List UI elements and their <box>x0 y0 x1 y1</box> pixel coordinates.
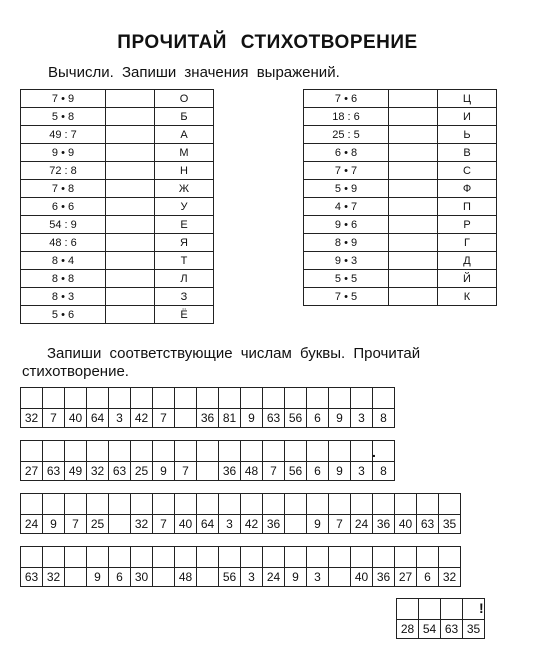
number-cell: 6 <box>417 568 439 587</box>
letter-input-cell[interactable] <box>43 547 65 568</box>
letter-input-cell[interactable] <box>219 441 241 462</box>
letter-input-cell[interactable] <box>175 494 197 515</box>
letter-input-cell[interactable] <box>373 388 395 409</box>
number-cell: 6 <box>307 462 329 481</box>
number-cell: 42 <box>131 409 153 428</box>
letter-input-cell[interactable] <box>439 494 461 515</box>
letter-input-cell[interactable] <box>197 547 219 568</box>
letter-input-cell[interactable] <box>351 547 373 568</box>
letter-input-cell[interactable] <box>219 547 241 568</box>
expression-row <box>304 216 497 234</box>
expression-cell: 54 : 9 <box>21 216 106 234</box>
expression-cell: 5 • 9 <box>304 180 389 198</box>
answer-input-cell[interactable] <box>389 198 438 216</box>
number-cell: 32 <box>21 409 43 428</box>
expression-cell: 8 • 9 <box>304 234 389 252</box>
answer-input-cell[interactable] <box>389 162 438 180</box>
letter-input-cell[interactable] <box>307 388 329 409</box>
letter-input-cell[interactable] <box>131 441 153 462</box>
answer-input-cell[interactable] <box>106 108 155 126</box>
task-subtitle: Вычисли. Запиши значения выражений. <box>48 64 340 81</box>
letter-input-cell[interactable] <box>87 494 109 515</box>
number-cell: 3 <box>109 409 131 428</box>
letter-cell: А <box>155 126 214 144</box>
letter-cell: П <box>438 198 497 216</box>
number-cell: 32 <box>87 462 109 481</box>
letter-input-cell[interactable] <box>285 547 307 568</box>
answer-input-cell[interactable] <box>389 144 438 162</box>
expression-row <box>21 108 214 126</box>
letter-input-cell[interactable] <box>241 441 263 462</box>
letter-input-cell[interactable] <box>87 388 109 409</box>
number-cell <box>285 515 307 534</box>
answer-input-cell[interactable] <box>106 234 155 252</box>
expression-row <box>21 306 214 324</box>
letter-input-cell[interactable] <box>329 388 351 409</box>
number-cell: 63 <box>109 462 131 481</box>
letter-input-cell[interactable] <box>65 547 87 568</box>
letter-cell: Е <box>155 216 214 234</box>
number-cell: 3 <box>351 409 373 428</box>
number-cell: 9 <box>153 462 175 481</box>
letter-input-cell[interactable] <box>241 547 263 568</box>
number-cell: 7 <box>65 515 87 534</box>
expression-cell: 25 : 5 <box>304 126 389 144</box>
expression-cell: 5 • 6 <box>21 306 106 324</box>
answer-input-cell[interactable] <box>389 108 438 126</box>
number-cell: 8 <box>373 462 395 481</box>
letter-input-cell[interactable] <box>395 494 417 515</box>
number-cell: 7 <box>329 515 351 534</box>
number-cell: 36 <box>373 515 395 534</box>
expression-row <box>304 198 497 216</box>
letter-input-cell[interactable] <box>219 388 241 409</box>
expression-cell: 9 • 9 <box>21 144 106 162</box>
letter-cell: Г <box>438 234 497 252</box>
letter-input-cell[interactable] <box>307 547 329 568</box>
letter-cell: М <box>155 144 214 162</box>
answer-input-cell[interactable] <box>389 90 438 108</box>
answer-input-cell[interactable] <box>389 270 438 288</box>
number-cell <box>197 568 219 587</box>
expression-row <box>304 288 497 306</box>
number-cell: 40 <box>175 515 197 534</box>
answer-input-cell[interactable] <box>106 216 155 234</box>
letter-cell: Ё <box>155 306 214 324</box>
letter-cell: Я <box>155 234 214 252</box>
number-cell: 36 <box>263 515 285 534</box>
answer-input-cell[interactable] <box>106 126 155 144</box>
expression-cell: 9 • 6 <box>304 216 389 234</box>
number-cell: 40 <box>65 409 87 428</box>
letter-input-cell[interactable] <box>351 388 373 409</box>
number-cell: 9 <box>285 568 307 587</box>
number-cell: 25 <box>131 462 153 481</box>
number-cell: 63 <box>263 409 285 428</box>
number-cell: 6 <box>307 409 329 428</box>
letter-input-cell[interactable] <box>373 547 395 568</box>
answer-input-cell[interactable] <box>106 306 155 324</box>
period-mark: . <box>372 444 376 460</box>
number-cell: 6 <box>109 568 131 587</box>
number-cell: 3 <box>307 568 329 587</box>
answer-row-3 <box>20 493 461 534</box>
number-cell: 42 <box>241 515 263 534</box>
letter-input-cell[interactable] <box>153 441 175 462</box>
letter-input-cell[interactable] <box>43 388 65 409</box>
expression-row <box>21 270 214 288</box>
number-cell <box>109 515 131 534</box>
letter-input-cell[interactable] <box>263 547 285 568</box>
number-cell <box>65 568 87 587</box>
number-cell: 40 <box>351 568 373 587</box>
expression-row <box>21 288 214 306</box>
letter-input-cell[interactable] <box>441 599 463 620</box>
number-cell: 3 <box>351 462 373 481</box>
number-cell: 36 <box>373 568 395 587</box>
number-cell: 32 <box>43 568 65 587</box>
number-cell: 48 <box>175 568 197 587</box>
expression-cell: 7 • 5 <box>304 288 389 306</box>
letter-input-cell[interactable] <box>175 547 197 568</box>
number-cell: 30 <box>131 568 153 587</box>
letter-input-cell[interactable] <box>241 388 263 409</box>
expression-row <box>21 234 214 252</box>
expression-row <box>304 90 497 108</box>
number-cell <box>153 568 175 587</box>
letter-input-cell[interactable] <box>285 494 307 515</box>
letter-input-cell[interactable] <box>21 494 43 515</box>
letter-input-cell[interactable] <box>109 441 131 462</box>
number-cell: 9 <box>241 409 263 428</box>
answer-input-cell[interactable] <box>389 288 438 306</box>
number-cell: 24 <box>21 515 43 534</box>
number-cell: 7 <box>263 462 285 481</box>
expression-row <box>21 90 214 108</box>
instruction-text: Запиши соответствующие числам буквы. Прочитай стихотворение. <box>22 345 421 380</box>
number-cell: 7 <box>43 409 65 428</box>
letter-cell: Ф <box>438 180 497 198</box>
letter-input-cell[interactable] <box>329 441 351 462</box>
letter-input-cell[interactable] <box>329 547 351 568</box>
expression-row <box>304 108 497 126</box>
expression-cell: 18 : 6 <box>304 108 389 126</box>
number-cell: 3 <box>241 568 263 587</box>
expression-cell: 5 • 5 <box>304 270 389 288</box>
letter-input-cell[interactable] <box>175 441 197 462</box>
number-cell: 56 <box>285 462 307 481</box>
letter-input-cell[interactable] <box>329 494 351 515</box>
letter-input-cell[interactable] <box>263 494 285 515</box>
expression-cell: 7 • 7 <box>304 162 389 180</box>
letter-input-cell[interactable] <box>219 494 241 515</box>
expression-row <box>304 234 497 252</box>
expression-cell: 72 : 8 <box>21 162 106 180</box>
number-cell: 36 <box>197 409 219 428</box>
expression-row <box>304 144 497 162</box>
answer-input-cell[interactable] <box>389 252 438 270</box>
number-cell: 7 <box>153 515 175 534</box>
expression-row <box>21 198 214 216</box>
number-cell: 28 <box>397 620 419 639</box>
number-cell: 63 <box>43 462 65 481</box>
letter-input-cell[interactable] <box>175 388 197 409</box>
letter-cell: Д <box>438 252 497 270</box>
expression-cell: 6 • 6 <box>21 198 106 216</box>
letter-input-cell[interactable] <box>131 547 153 568</box>
letter-cell: О <box>155 90 214 108</box>
letter-cell: К <box>438 288 497 306</box>
letter-input-cell[interactable] <box>109 494 131 515</box>
number-cell: 32 <box>439 568 461 587</box>
letter-input-cell[interactable] <box>263 388 285 409</box>
expression-row <box>21 162 214 180</box>
answer-input-cell[interactable] <box>106 90 155 108</box>
letter-cell: В <box>438 144 497 162</box>
number-cell: 9 <box>87 568 109 587</box>
number-cell: 56 <box>285 409 307 428</box>
number-cell: 49 <box>65 462 87 481</box>
number-cell: 24 <box>351 515 373 534</box>
letter-input-cell[interactable] <box>21 441 43 462</box>
number-cell: 9 <box>43 515 65 534</box>
letter-input-cell[interactable] <box>419 599 441 620</box>
letter-cell: Р <box>438 216 497 234</box>
answer-row-5 <box>396 598 485 639</box>
letter-input-cell[interactable] <box>307 494 329 515</box>
letter-input-cell[interactable] <box>21 547 43 568</box>
number-cell: 63 <box>441 620 463 639</box>
expression-row <box>21 216 214 234</box>
expression-cell: 4 • 7 <box>304 198 389 216</box>
expression-cell: 8 • 4 <box>21 252 106 270</box>
number-cell: 56 <box>219 568 241 587</box>
number-cell: 9 <box>329 409 351 428</box>
letter-input-cell[interactable] <box>197 441 219 462</box>
expressions-table-left <box>20 89 214 324</box>
number-cell: 7 <box>153 409 175 428</box>
number-cell: 63 <box>21 568 43 587</box>
letter-cell: Б <box>155 108 214 126</box>
number-cell: 8 <box>373 409 395 428</box>
letter-cell: И <box>438 108 497 126</box>
number-cell: 27 <box>395 568 417 587</box>
expression-cell: 7 • 6 <box>304 90 389 108</box>
number-cell: 32 <box>131 515 153 534</box>
letter-input-cell[interactable] <box>65 441 87 462</box>
expression-cell: 8 • 3 <box>21 288 106 306</box>
answer-input-cell[interactable] <box>106 270 155 288</box>
number-cell: 27 <box>21 462 43 481</box>
number-cell <box>197 462 219 481</box>
answer-row-2 <box>20 440 395 481</box>
letter-input-cell[interactable] <box>417 494 439 515</box>
letter-input-cell[interactable] <box>109 388 131 409</box>
letter-input-cell[interactable] <box>307 441 329 462</box>
letter-cell: Л <box>155 270 214 288</box>
expression-row <box>304 270 497 288</box>
answer-input-cell[interactable] <box>389 234 438 252</box>
number-cell <box>175 409 197 428</box>
number-cell: 25 <box>87 515 109 534</box>
page-title: ПРОЧИТАЙ СТИХОТВОРЕНИЕ <box>117 32 418 53</box>
letter-cell: Ь <box>438 126 497 144</box>
expression-row <box>304 252 497 270</box>
answer-row-1 <box>20 387 395 428</box>
number-cell: 48 <box>241 462 263 481</box>
letter-input-cell[interactable] <box>43 441 65 462</box>
letter-cell: З <box>155 288 214 306</box>
answer-row-4 <box>20 546 461 587</box>
letter-cell: Ц <box>438 90 497 108</box>
answer-input-cell[interactable] <box>389 180 438 198</box>
expression-cell: 7 • 8 <box>21 180 106 198</box>
answer-input-cell[interactable] <box>106 180 155 198</box>
number-cell: 35 <box>439 515 461 534</box>
letter-input-cell[interactable] <box>397 599 419 620</box>
letter-input-cell[interactable] <box>373 494 395 515</box>
number-cell: 54 <box>419 620 441 639</box>
letter-input-cell[interactable] <box>197 388 219 409</box>
expression-row <box>21 252 214 270</box>
number-cell: 3 <box>219 515 241 534</box>
expression-row <box>21 144 214 162</box>
letter-cell: С <box>438 162 497 180</box>
letter-input-cell[interactable] <box>153 547 175 568</box>
number-cell: 63 <box>417 515 439 534</box>
expression-cell: 48 : 6 <box>21 234 106 252</box>
number-cell: 7 <box>175 462 197 481</box>
letter-input-cell[interactable] <box>109 547 131 568</box>
letter-input-cell[interactable] <box>263 441 285 462</box>
letter-cell: Й <box>438 270 497 288</box>
answer-input-cell[interactable] <box>106 198 155 216</box>
expression-row <box>304 162 497 180</box>
letter-cell: Ж <box>155 180 214 198</box>
letter-cell: Н <box>155 162 214 180</box>
answer-input-cell[interactable] <box>106 144 155 162</box>
answer-input-cell[interactable] <box>106 252 155 270</box>
letter-input-cell[interactable] <box>285 388 307 409</box>
expression-row <box>304 180 497 198</box>
number-cell: 24 <box>263 568 285 587</box>
letter-input-cell[interactable] <box>65 388 87 409</box>
expression-cell: 8 • 8 <box>21 270 106 288</box>
expression-row <box>21 126 214 144</box>
answer-input-cell[interactable] <box>389 216 438 234</box>
number-cell <box>329 568 351 587</box>
letter-cell: У <box>155 198 214 216</box>
exclamation-mark: ! <box>479 600 484 616</box>
letter-input-cell[interactable] <box>197 494 219 515</box>
number-cell: 40 <box>395 515 417 534</box>
answer-input-cell[interactable] <box>106 162 155 180</box>
letter-input-cell[interactable] <box>21 388 43 409</box>
expression-cell: 49 : 7 <box>21 126 106 144</box>
letter-input-cell[interactable] <box>131 388 153 409</box>
letter-input-cell[interactable] <box>351 494 373 515</box>
expression-cell: 9 • 3 <box>304 252 389 270</box>
expression-cell: 5 • 8 <box>21 108 106 126</box>
answer-input-cell[interactable] <box>106 288 155 306</box>
letter-input-cell[interactable] <box>417 547 439 568</box>
number-cell: 9 <box>307 515 329 534</box>
expression-row <box>304 126 497 144</box>
letter-cell: Т <box>155 252 214 270</box>
number-cell: 81 <box>219 409 241 428</box>
letter-input-cell[interactable] <box>351 441 373 462</box>
expression-cell: 6 • 8 <box>304 144 389 162</box>
expressions-table-right <box>303 89 497 306</box>
letter-input-cell[interactable] <box>153 388 175 409</box>
letter-input-cell[interactable] <box>153 494 175 515</box>
answer-input-cell[interactable] <box>389 126 438 144</box>
number-cell: 64 <box>87 409 109 428</box>
letter-input-cell[interactable] <box>87 441 109 462</box>
letter-input-cell[interactable] <box>87 547 109 568</box>
number-cell: 9 <box>329 462 351 481</box>
letter-input-cell[interactable] <box>241 494 263 515</box>
letter-input-cell[interactable] <box>65 494 87 515</box>
number-cell: 64 <box>197 515 219 534</box>
letter-input-cell[interactable] <box>43 494 65 515</box>
number-cell: 36 <box>219 462 241 481</box>
letter-input-cell[interactable] <box>395 547 417 568</box>
number-cell: 35 <box>463 620 485 639</box>
letter-input-cell[interactable] <box>439 547 461 568</box>
letter-input-cell[interactable] <box>131 494 153 515</box>
expression-cell: 7 • 9 <box>21 90 106 108</box>
letter-input-cell[interactable] <box>285 441 307 462</box>
expression-row <box>21 180 214 198</box>
